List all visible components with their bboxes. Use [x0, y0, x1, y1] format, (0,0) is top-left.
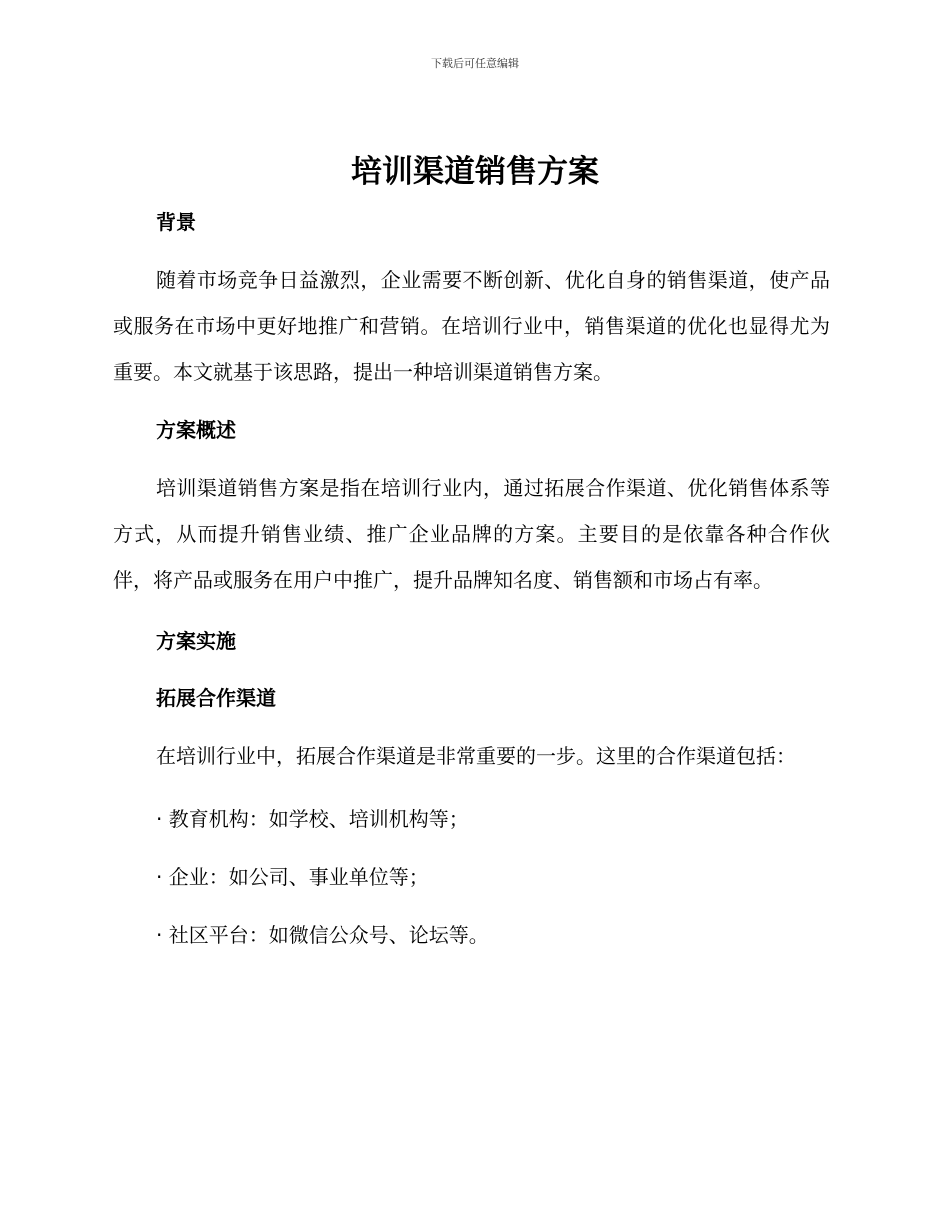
subsection-heading-expand-channels: 拓展合作渠道	[156, 686, 276, 710]
section-heading-overview: 方案概述	[156, 418, 236, 442]
section-heading-background: 背景	[156, 210, 196, 234]
document-title: 培训渠道销售方案	[351, 154, 599, 190]
list-item: · 社区平台：如微信公众号、论坛等。	[156, 923, 489, 947]
paragraph-expand-channels: 在培训行业中，拓展合作渠道是非常重要的一步。这里的合作渠道包括：	[156, 744, 796, 768]
list-item: · 教育机构：如学校、培训机构等；	[156, 807, 469, 831]
section-heading-implementation: 方案实施	[156, 629, 236, 653]
document-body	[113, 204, 830, 953]
paragraph-overview: 培训渠道销售方案是指在培训行业内，通过拓展合作渠道、优化销售体系等方式，从而提升销售业绩、推广企业品牌的方案。主要目的是依靠各种合作伙伴，将产品或服务在用户中推广，提升品牌知名度、销售额和市场占有率。	[113, 476, 830, 592]
list-item: · 企业：如公司、事业单位等；	[156, 865, 429, 889]
header-note: 下载后可任意编辑	[431, 57, 519, 70]
paragraph-background: 随着市场竞争日益激烈，企业需要不断创新、优化自身的销售渠道，使产品或服务在市场中更好地推广和营销。在培训行业中，销售渠道的优化也显得尤为重要。本文就基于该思路，提出一种培训渠道销售方案。	[113, 268, 830, 384]
